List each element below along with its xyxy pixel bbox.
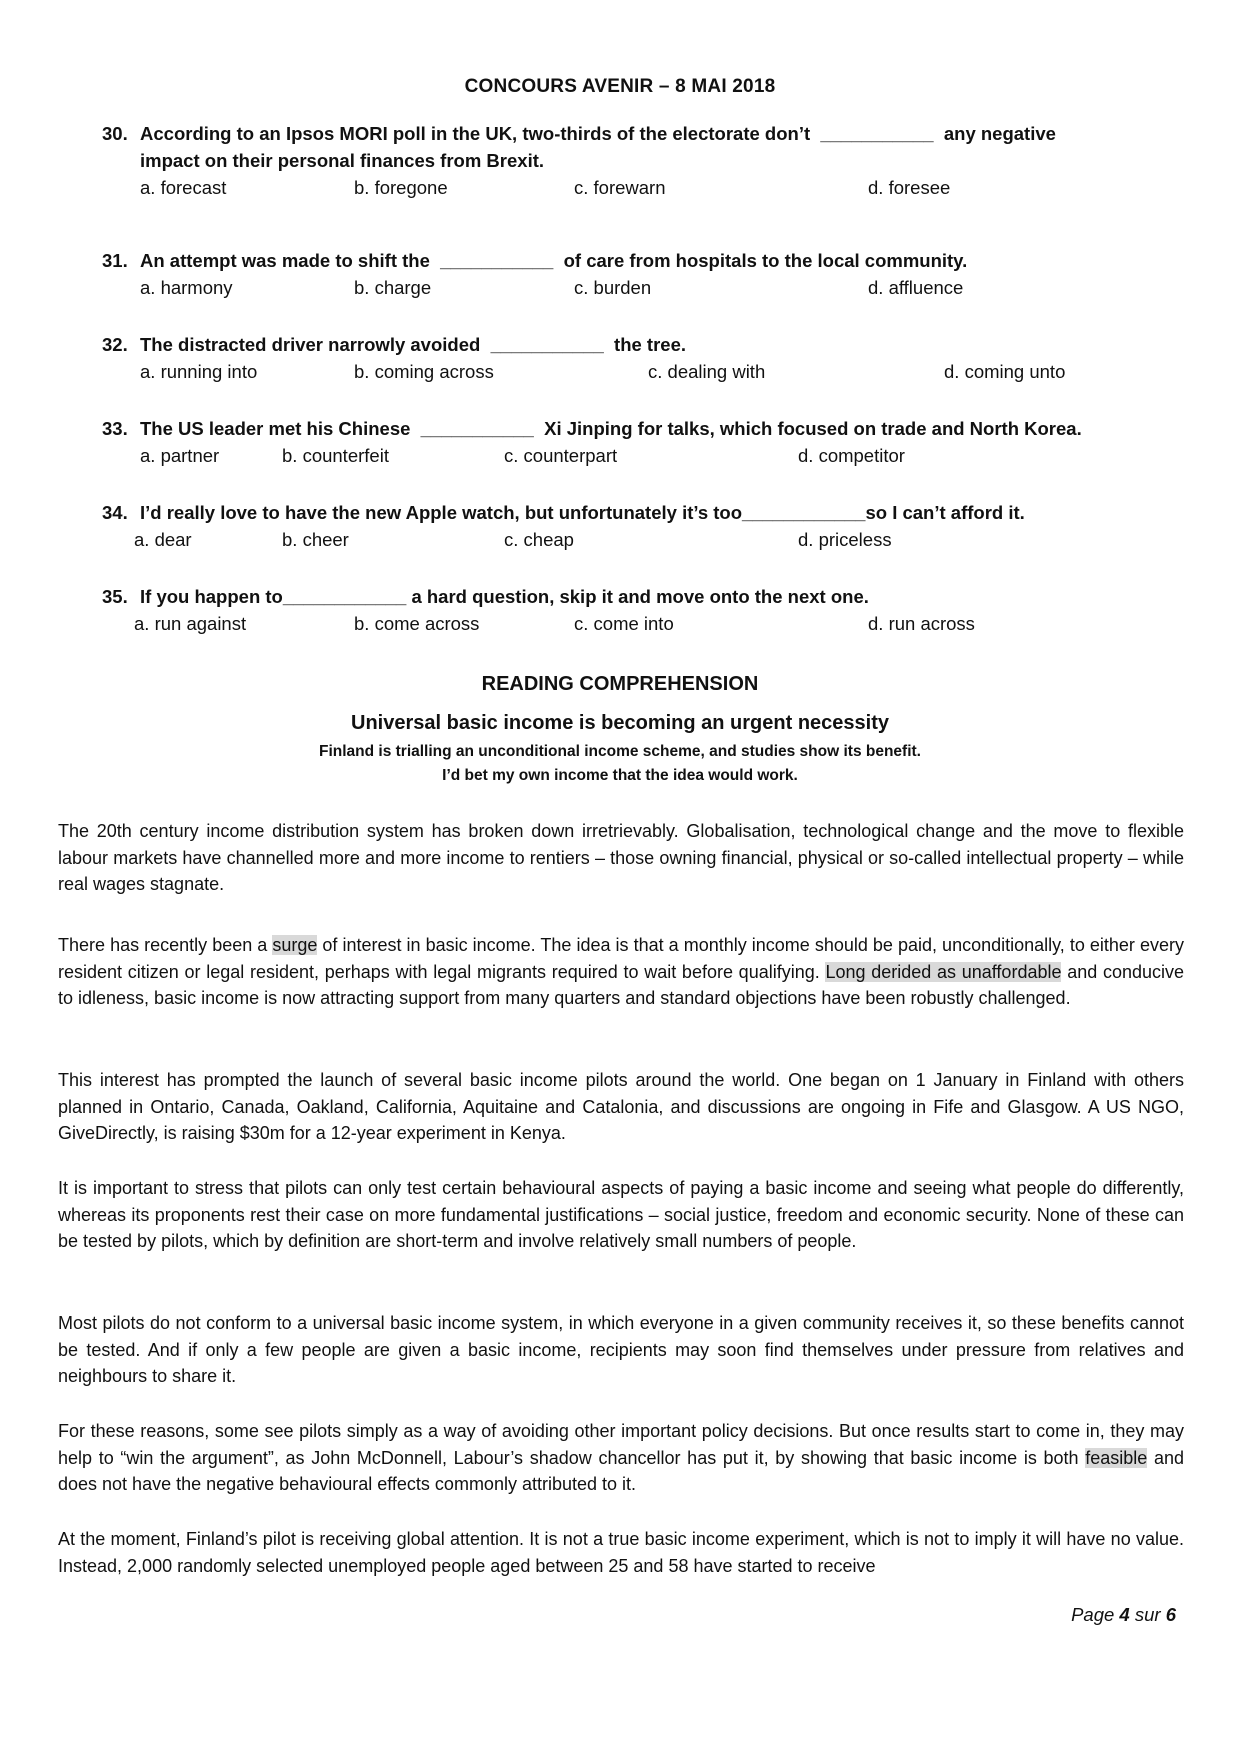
option-c[interactable]: c. burden	[574, 277, 652, 298]
question-number: 32.	[102, 334, 128, 355]
page-footer	[1071, 1604, 1176, 1626]
section-title: READING COMPREHENSION	[481, 673, 759, 695]
question-number: 30.	[102, 123, 128, 144]
highlighted-word: feasible	[1085, 1447, 1148, 1468]
answer-options	[102, 174, 1142, 201]
article-subtitle	[0, 740, 1240, 788]
option-d[interactable]: d. coming unto	[944, 361, 1066, 382]
option-b[interactable]: b. charge	[354, 277, 432, 298]
paragraph-1: The 20th century income distribution system has broken down irretrievably. Globalisation, technological change and the move to flexible labour markets have channelled more and more income to rentiers – those owning financial, physical or so-called intellectual property – while real wages stagnate.	[58, 821, 1184, 894]
page-word: Page	[1071, 1604, 1115, 1625]
answer-options	[102, 442, 1142, 469]
option-a[interactable]: a. forecast	[140, 177, 227, 198]
answer-options	[102, 274, 1142, 301]
question-stem: The distracted driver narrowly avoided ___________ the tree.	[140, 334, 687, 355]
question-30	[102, 120, 1142, 201]
text-run: and conducive to idleness, basic income is now attracting support from many quarters and standard objections have been robustly challenged.	[58, 961, 1185, 1008]
page-header: CONCOURS AVENIR – 8 MAI 2018	[464, 76, 776, 97]
answer-options	[102, 610, 1142, 637]
article-title: Universal basic income is becoming an urgent necessity	[351, 712, 889, 734]
option-c[interactable]: c. forewarn	[574, 177, 666, 198]
question-33	[102, 415, 1142, 469]
option-c[interactable]: c. cheap	[504, 529, 574, 550]
answer-options	[102, 526, 1142, 553]
question-34	[102, 499, 1142, 553]
paragraph-6	[58, 1418, 1184, 1498]
question-number: 34.	[102, 502, 128, 523]
subtitle-line: Finland is trialling an unconditional income scheme, and studies show its benefit.	[318, 743, 921, 760]
text-run: There has recently been a	[58, 935, 273, 955]
text-run: For these reasons, some see pilots simply as a way of avoiding other important policy decisions. But once results start to come in, they may help to “win the argument”, as John McDonnell, Labour’s shadow chancellor has put it, by showing that basic income is both	[58, 1421, 1184, 1468]
paragraph-5: Most pilots do not conform to a universal basic income system, in which everyone in a given community receives it, so these benefits cannot be tested. And if only a few people are given a basic income, recipients may soon find themselves under pressure from relatives and neighbours to share it.	[58, 1313, 1184, 1386]
page-number: 4	[1119, 1604, 1130, 1625]
question-stem: If you happen to____________ a hard question, skip it and move onto the next one.	[140, 586, 869, 607]
highlighted-word: surge	[272, 935, 318, 955]
highlighted-phrase: Long derided as unaffordable	[825, 961, 1062, 982]
option-a[interactable]: a. partner	[140, 445, 220, 466]
option-c[interactable]: c. dealing with	[648, 361, 766, 382]
question-stem-continued: impact on their personal finances from Brexit.	[140, 150, 545, 171]
question-stem: I’d really love to have the new Apple watch, but unfortunately it’s too____________so I can’t afford it.	[140, 502, 1025, 523]
question-32	[102, 331, 1142, 385]
question-number: 33.	[102, 418, 128, 439]
paragraph-7: At the moment, Finland’s pilot is receiving global attention. It is not a true basic income experiment, which is not to imply it will have no value. Instead, 2,000 randomly selected unemployed people aged between 25 and 58 have started to receive	[58, 1529, 1184, 1576]
paragraph-3: This interest has prompted the launch of several basic income pilots around the world. One began on 1 January in Finland with others planned in Ontario, Canada, Oakland, California, Aquitaine and Catalonia, and discussions are ongoing in Fife and Glasgow. A US NGO, GiveDirectly, is raising $30m for a 12-year experiment in Kenya.	[58, 1070, 1184, 1143]
option-a[interactable]: a. harmony	[140, 277, 233, 298]
question-number: 31.	[102, 250, 128, 271]
subtitle-line: I’d bet my own income that the idea would work.	[442, 767, 798, 784]
option-c[interactable]: c. counterpart	[504, 445, 618, 466]
option-c[interactable]: c. come into	[574, 613, 674, 634]
option-d[interactable]: d. affluence	[868, 277, 964, 298]
question-31	[102, 247, 1142, 301]
text-run: of interest in basic income. The idea is that a monthly income should be paid, unconditionally, to either every resident citizen or legal resident, perhaps with legal migrants required to wait before qualifying.	[58, 935, 1184, 982]
option-d[interactable]: d. competitor	[798, 445, 905, 466]
option-b[interactable]: b. counterfeit	[282, 445, 389, 466]
paragraph-4: It is important to stress that pilots can only test certain behavioural aspects of paying a basic income and seeing what people do differently, whereas its proponents rest their case on more fundamental justifications – social justice, freedom and economic security. None of these can be tested by pilots, which by definition are short-term and involve relatively small numbers of people.	[58, 1178, 1184, 1251]
option-b[interactable]: b. come across	[354, 613, 480, 634]
sur-word: sur	[1134, 1604, 1161, 1625]
question-stem: The US leader met his Chinese ___________ Xi Jinping for talks, which focused on trade and North Korea.	[140, 418, 1082, 439]
question-stem: An attempt was made to shift the ___________ of care from hospitals to the local community.	[140, 250, 968, 271]
paragraph-2	[58, 932, 1184, 1012]
option-d[interactable]: d. foresee	[868, 177, 951, 198]
option-b[interactable]: b. cheer	[282, 529, 349, 550]
page-total: 6	[1165, 1604, 1176, 1625]
option-b[interactable]: b. foregone	[354, 177, 448, 198]
question-number: 35.	[102, 586, 128, 607]
option-d[interactable]: d. run across	[868, 613, 975, 634]
text-run: and does not have the negative behavioural effects commonly attributed to it.	[58, 1447, 1184, 1494]
option-d[interactable]: d. priceless	[798, 529, 892, 550]
option-a[interactable]: a. dear	[134, 529, 192, 550]
answer-options	[102, 358, 1142, 385]
question-stem: According to an Ipsos MORI poll in the UK, two-thirds of the electorate don’t ___________ any negative	[140, 123, 1056, 144]
option-b[interactable]: b. coming across	[354, 361, 494, 382]
option-a[interactable]: a. running into	[140, 361, 258, 382]
option-a[interactable]: a. run against	[134, 613, 247, 634]
question-35	[102, 583, 1142, 637]
